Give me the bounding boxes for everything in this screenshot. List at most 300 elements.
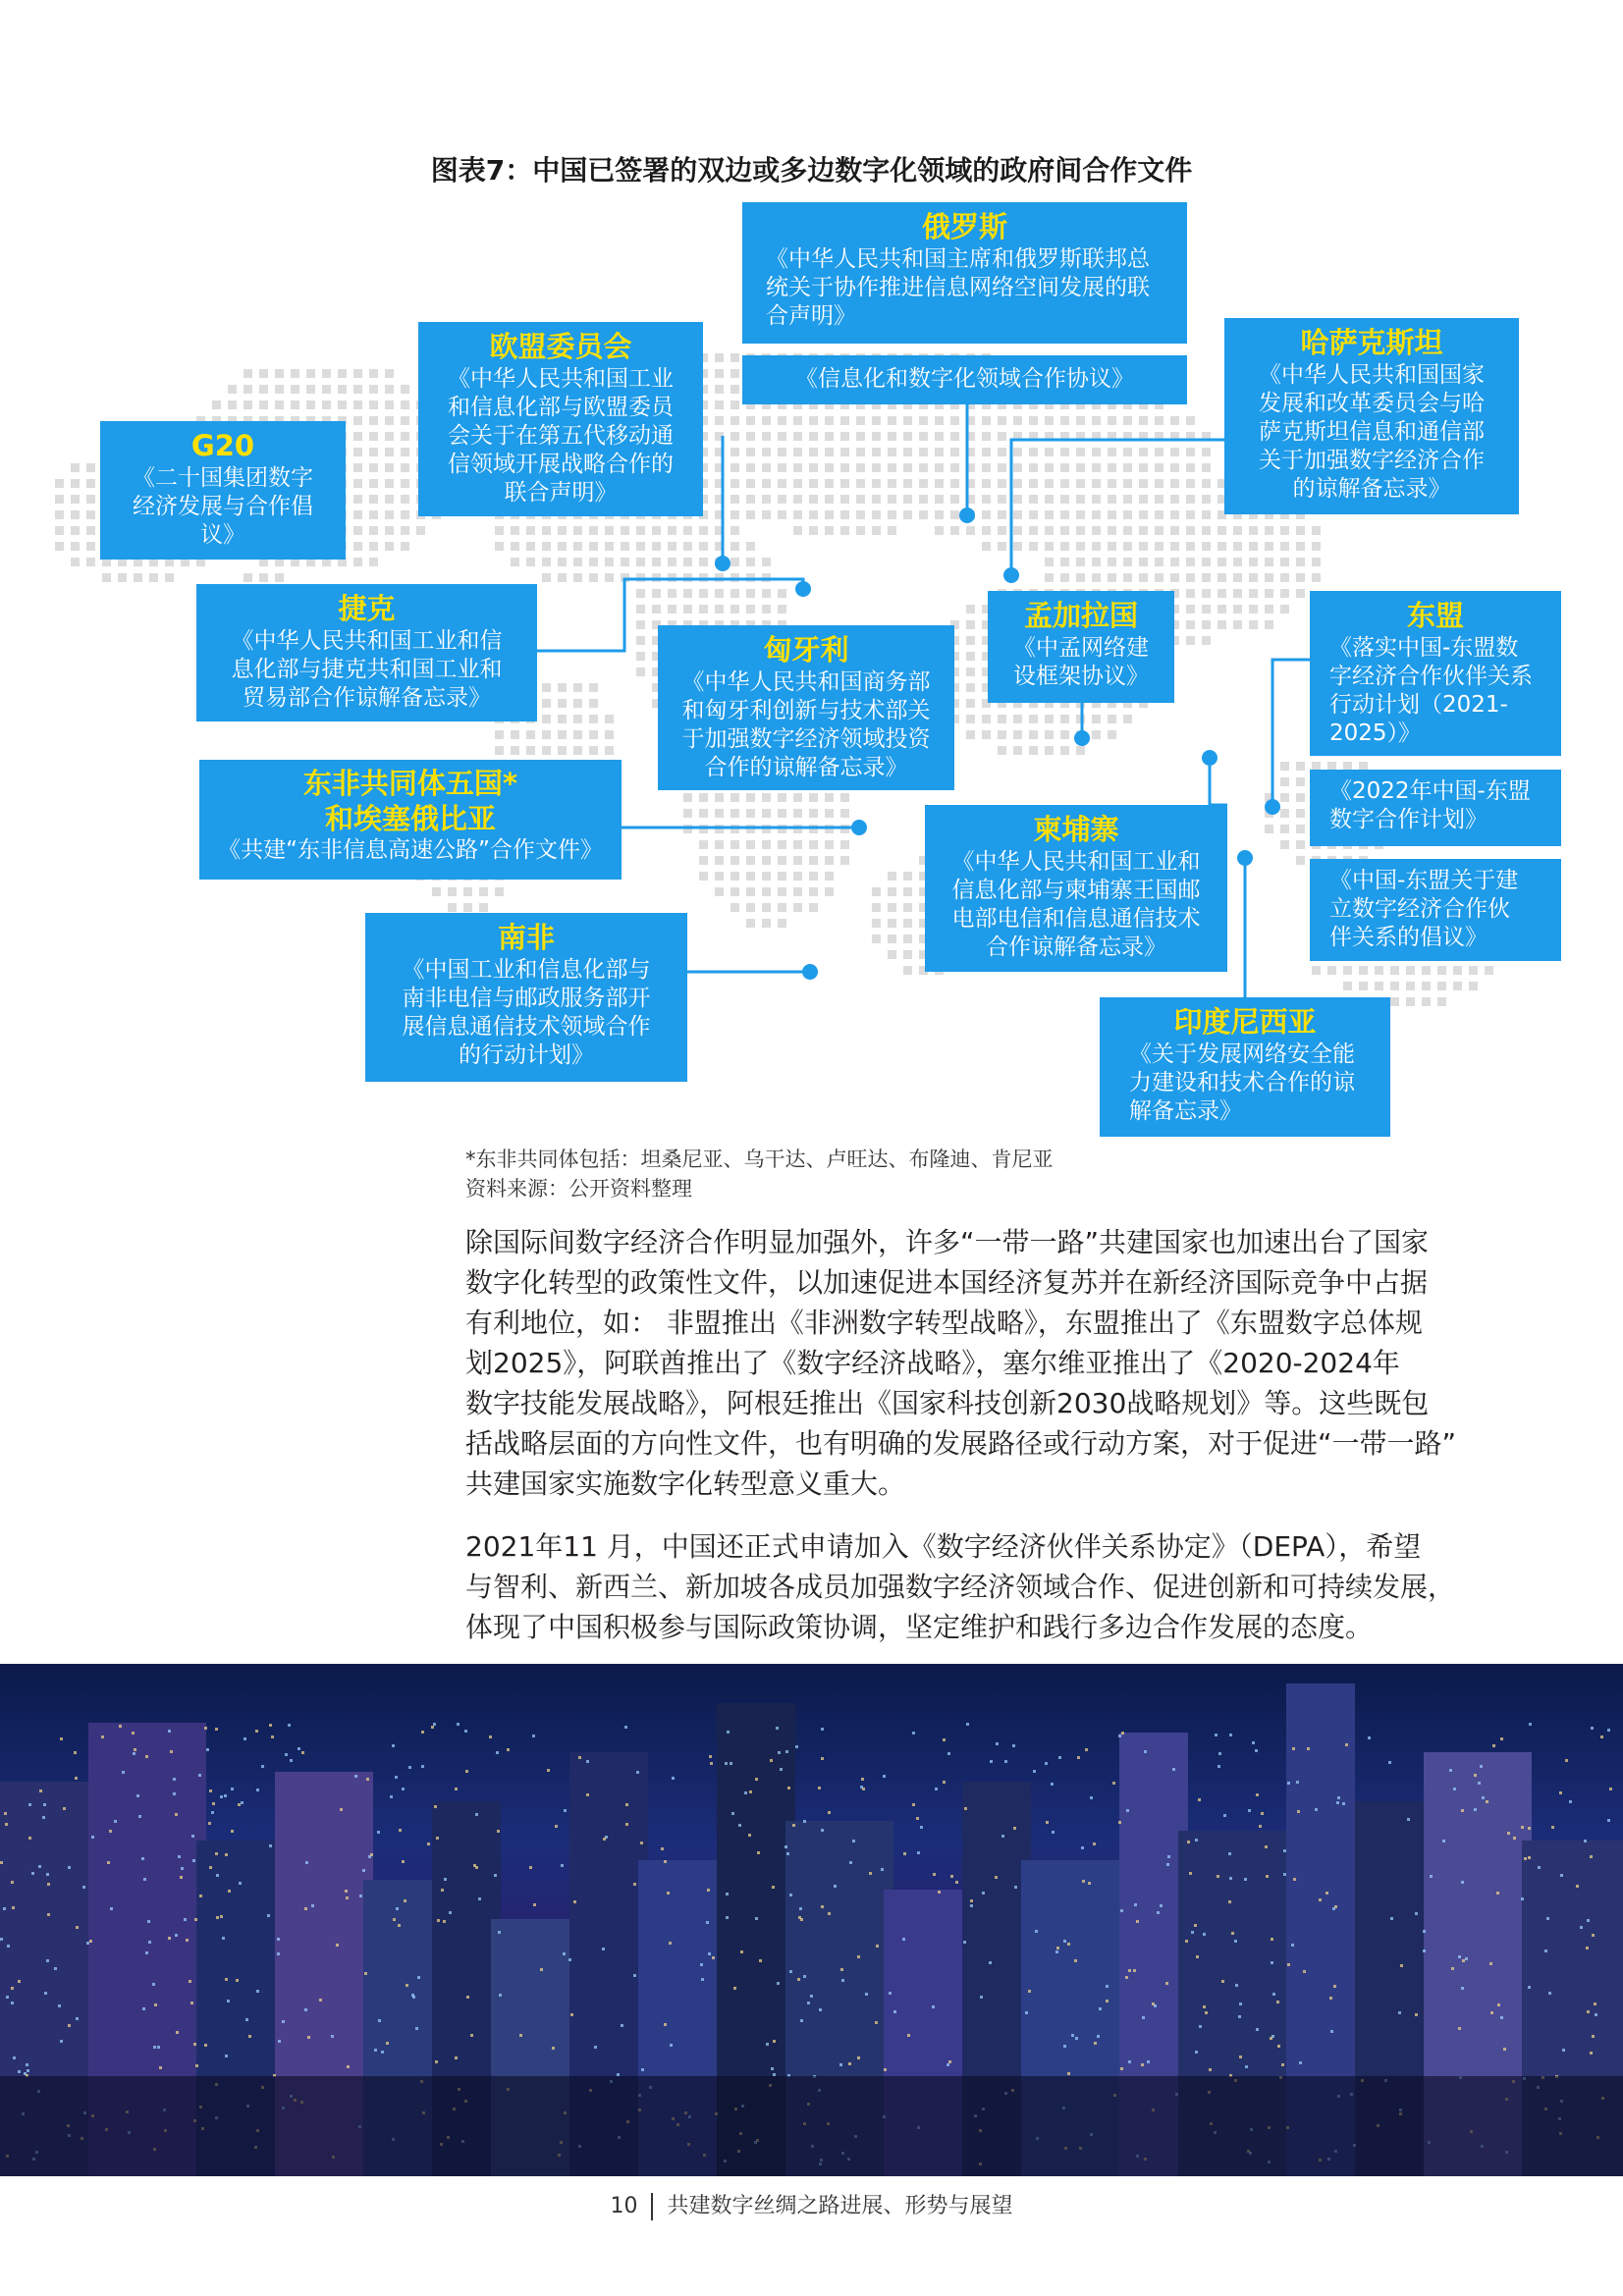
window-light: [307, 2036, 310, 2039]
window-light: [444, 1878, 447, 1881]
window-light: [744, 1791, 747, 1794]
window-light: [1217, 1875, 1219, 1878]
window-light: [943, 1781, 946, 1784]
window-light: [669, 1942, 672, 1945]
window-light: [786, 1852, 789, 1855]
window-light: [912, 1732, 915, 1735]
window-light: [1106, 1985, 1109, 1988]
window-light: [876, 1945, 879, 1948]
window-light: [204, 2044, 207, 2047]
box-russia-title: 俄罗斯: [921, 210, 1007, 243]
box-g20: [100, 421, 346, 560]
window-light: [364, 1972, 367, 1975]
window-light: [1035, 1930, 1038, 1933]
window-light: [1586, 1947, 1589, 1949]
box-bangladesh-title: 孟加拉国: [1023, 599, 1138, 632]
window-light: [641, 2068, 644, 2071]
box-cambodia: [925, 805, 1227, 972]
box-bangladesh: [988, 591, 1174, 703]
window-light: [624, 1726, 627, 1729]
window-light: [857, 1955, 860, 1958]
window-light: [406, 1984, 408, 1987]
window-light: [145, 1755, 148, 1758]
box-indonesia-desc: 《关于发展网络安全能 力建设和技术合作的谅 解备忘录》: [1129, 1041, 1355, 1124]
window-light: [466, 1996, 469, 1999]
window-light: [1293, 1878, 1296, 1881]
window-light: [122, 1771, 125, 1774]
window-light: [617, 2073, 620, 2076]
box-asean-2022: [1310, 770, 1561, 846]
window-light: [346, 1896, 349, 1899]
window-light: [1012, 1744, 1015, 1747]
window-light: [1134, 1903, 1137, 1906]
window-light: [800, 2019, 803, 2022]
window-light: [46, 1873, 49, 1876]
window-light: [810, 1995, 813, 1998]
window-light: [857, 2056, 860, 2059]
window-light: [475, 1813, 478, 1816]
window-light: [1587, 2010, 1590, 2013]
window-light: [755, 1778, 758, 1781]
window-light: [1507, 1832, 1510, 1835]
window-light: [1458, 1955, 1461, 1958]
window-light: [995, 1876, 998, 1879]
window-light: [625, 1803, 628, 1806]
window-light: [1033, 1770, 1036, 1773]
window-light: [175, 1813, 178, 1816]
window-light: [1462, 1959, 1465, 1962]
window-light: [136, 1794, 139, 1797]
window-light: [1052, 1831, 1055, 1834]
window-light: [1503, 2048, 1506, 2051]
window-light: [731, 1812, 734, 1815]
window-light: [1239, 2056, 1242, 2058]
window-light: [771, 2067, 774, 2070]
window-light: [1329, 1997, 1332, 2000]
window-light: [789, 1894, 792, 1896]
window-light: [573, 1900, 576, 1903]
window-light: [26, 2063, 28, 2066]
window-light: [331, 2035, 334, 2038]
footer-separator: [651, 2193, 653, 2220]
window-light: [807, 2002, 810, 2004]
window-light: [1296, 1781, 1299, 1784]
window-light: [1228, 1852, 1231, 1855]
window-light: [507, 1748, 510, 1751]
window-light: [170, 1750, 173, 1753]
window-light: [821, 1829, 824, 1832]
window-light: [1315, 1808, 1318, 1811]
window-light: [68, 2024, 71, 2027]
window-light: [948, 2060, 951, 2063]
window-light: [1189, 1872, 1192, 1875]
window-light: [1152, 2002, 1155, 2005]
window-light: [11, 1881, 14, 1884]
window-light: [1255, 1749, 1258, 1752]
city-night-photo: [0, 1664, 1623, 2176]
window-light: [256, 1789, 259, 1791]
window-light: [1244, 1878, 1247, 1881]
window-light: [1075, 2037, 1078, 2040]
window-light: [1562, 2049, 1565, 2052]
connector-dot: [1265, 799, 1280, 815]
window-light: [773, 2040, 776, 2043]
window-light: [498, 1931, 501, 1934]
window-light: [552, 2047, 555, 2050]
window-light: [759, 1959, 762, 1962]
box-g20-title: G20: [190, 429, 255, 462]
page-number: 10: [610, 2194, 638, 2218]
window-light: [700, 1963, 703, 1966]
window-light: [881, 1868, 884, 1871]
window-light: [395, 1776, 398, 1779]
box-cambodia-title: 柬埔寨: [1033, 813, 1119, 846]
window-light: [839, 2063, 842, 2066]
connector-dot: [1202, 750, 1217, 766]
window-light: [586, 1760, 589, 1763]
window-light: [818, 1787, 821, 1789]
window-light: [1584, 1840, 1587, 1842]
window-light: [707, 1889, 710, 1892]
window-light: [1442, 1840, 1445, 1842]
window-light: [290, 1759, 293, 1762]
window-light: [594, 2046, 597, 2049]
window-light: [194, 1918, 197, 1921]
window-light: [141, 1857, 144, 1860]
window-light: [1560, 1874, 1563, 1877]
window-light: [1077, 1756, 1080, 1759]
box-asean: [1310, 591, 1561, 756]
box-south-africa: [365, 913, 687, 1082]
window-light: [990, 1760, 993, 1763]
window-light: [800, 1918, 803, 1921]
window-light: [1217, 1765, 1220, 1768]
window-light: [215, 1852, 218, 1855]
window-light: [455, 2056, 458, 2059]
window-light: [1094, 2042, 1097, 2045]
window-light: [1128, 1969, 1131, 1972]
window-light: [803, 1820, 806, 1823]
window-light: [58, 2004, 61, 2007]
window-light: [1121, 1732, 1124, 1735]
window-light: [996, 1742, 999, 1745]
window-light: [1136, 1920, 1139, 1923]
window-light: [748, 1834, 751, 1837]
window-light: [189, 1980, 191, 1983]
window-light: [225, 1853, 228, 1856]
window-light: [154, 2003, 157, 2006]
window-light: [828, 1912, 831, 1915]
window-light: [840, 1968, 843, 1971]
window-light: [1548, 1992, 1551, 1995]
window-light: [733, 1987, 736, 1990]
window-light: [709, 1755, 712, 1758]
window-light: [1461, 1881, 1464, 1884]
window-light: [749, 1790, 752, 1793]
window-light: [970, 1904, 973, 1907]
box-kazakhstan-desc: 《中华人民共和国国家 发展和改革委员会与哈 萨克斯坦信息和通信部 关于加强数字经济合作 的谅解备忘录》: [1259, 362, 1485, 502]
window-light: [1407, 1818, 1410, 1821]
window-light: [47, 1883, 50, 1886]
window-light: [421, 1765, 424, 1768]
window-light: [1270, 2037, 1272, 2040]
window-light: [980, 1996, 983, 1999]
window-light: [1081, 1846, 1084, 1849]
window-light: [4, 1812, 7, 1815]
window-light: [766, 2043, 769, 2046]
window-light: [661, 1847, 664, 1850]
window-light: [1198, 1798, 1201, 1801]
window-light: [907, 2034, 910, 2037]
window-light: [1497, 2003, 1500, 2006]
window-light: [938, 1891, 941, 1894]
window-light: [191, 1835, 194, 1838]
window-light: [1500, 2016, 1503, 2019]
window-light: [43, 1803, 46, 1806]
window-light: [132, 1732, 135, 1735]
window-light: [787, 1787, 790, 1789]
window-light: [1513, 1837, 1516, 1840]
window-light: [5, 1823, 8, 1826]
source-note: 资料来源：公开资料整理: [465, 1177, 692, 1201]
window-light: [561, 1864, 564, 1867]
window-light: [1576, 1885, 1579, 1888]
window-light: [109, 1830, 112, 1833]
window-light: [195, 2064, 198, 2067]
window-light: [301, 1751, 304, 1754]
window-light: [726, 1893, 729, 1896]
window-light: [710, 1762, 713, 1765]
window-light: [1013, 1827, 1016, 1830]
window-light: [1157, 1911, 1160, 1914]
window-light: [1297, 1810, 1300, 1813]
window-light: [672, 1777, 675, 1780]
connector-dot: [715, 556, 730, 571]
window-light: [243, 1737, 246, 1740]
window-light: [347, 2065, 350, 2068]
window-light: [725, 1762, 728, 1765]
window-light: [192, 1859, 195, 1862]
window-light: [496, 1751, 499, 1754]
window-light: [190, 2002, 193, 2004]
window-light: [1607, 1819, 1610, 1822]
window-light: [1195, 2051, 1198, 2054]
box-russia-desc: 《中华人民共和国主席和俄罗斯联邦总 统关于协作推进信息网络空间发展的联 合声明》: [766, 246, 1150, 329]
window-light: [393, 1918, 396, 1921]
window-light: [359, 1895, 362, 1897]
window-light: [1600, 1735, 1603, 1738]
window-light: [1546, 1917, 1549, 1920]
window-light: [1474, 1774, 1477, 1777]
window-light: [1014, 1886, 1017, 1889]
window-light: [435, 2060, 438, 2063]
window-light: [1172, 1768, 1175, 1771]
window-light: [1205, 2011, 1208, 2014]
window-light: [667, 1892, 670, 1895]
window-light: [1592, 1934, 1595, 1937]
window-light: [1120, 1909, 1123, 1912]
window-light: [147, 1920, 150, 1923]
window-light: [1028, 1990, 1031, 1993]
window-light: [547, 1769, 550, 1772]
window-light: [145, 1951, 148, 1954]
window-light: [1319, 1898, 1322, 1901]
window-light: [803, 1975, 806, 1978]
window-light: [60, 2040, 63, 2043]
world-map-diagram: [0, 0, 1623, 1139]
window-light: [1067, 2072, 1070, 2075]
window-light: [227, 2000, 230, 2002]
window-light: [143, 1878, 146, 1881]
window-light: [1594, 2002, 1596, 2005]
window-light: [193, 2043, 196, 2046]
window-light: [1291, 1944, 1294, 1947]
window-light: [499, 1994, 502, 1997]
window-light: [39, 1789, 42, 1792]
window-light: [186, 1939, 189, 1942]
window-light: [917, 1851, 920, 1854]
window-light: [455, 1788, 458, 1790]
window-light: [390, 1795, 393, 1798]
window-light: [1521, 1826, 1524, 1829]
window-light: [902, 1938, 905, 1941]
window-light: [1058, 1756, 1061, 1759]
window-light: [533, 1903, 536, 1906]
window-light: [621, 2024, 623, 2027]
body-paragraph-1: 除国际间数字经济合作明显加强外，许多“一带一路”共建国家也加速出台了国家 数字化转型的政策性文件，以加速促进本国经济复苏并在新经济国际竞争中占据 有利地位，如： 非盟推出《非洲数字转型战略》，东盟推出了《东盟数字总体规 划2025》，阿联酋推出了《数字经济战略》，塞尔维亚推出了《2020-2024年 数字技能发展战略》，阿根廷推出《国家科技创新2030战略规划》等。这些既包 括战略层面的方向性文件，也有明确的发展路径或行动方案，对于促进“一带一路” 共建国家实施数字化转型意义重大。: [465, 1226, 1457, 1500]
window-light: [903, 1852, 906, 1855]
box-hungary-title: 匈牙利: [763, 633, 849, 667]
window-light: [175, 1934, 178, 1937]
window-light: [1239, 2002, 1242, 2005]
window-light: [1415, 2013, 1418, 2016]
window-light: [1191, 1931, 1194, 1934]
window-light: [1529, 1723, 1532, 1726]
window-light: [148, 1941, 151, 1944]
box-asean-initiative: [1310, 859, 1561, 961]
window-light: [1591, 1727, 1594, 1730]
window-light: [1266, 1875, 1269, 1878]
window-light: [772, 1886, 775, 1889]
window-light: [236, 1979, 239, 1982]
window-light: [1330, 2030, 1333, 2033]
window-light: [1261, 1812, 1264, 1815]
box-eu-desc: 《中华人民共和国工业 和信息化部与欧盟委员 会关于在第五代移动通 信领域开展战略合作的 联合声明》: [448, 366, 674, 506]
window-light: [68, 1866, 71, 1869]
window-light: [1587, 1919, 1590, 1922]
window-light: [208, 1822, 211, 1825]
window-light: [157, 2046, 160, 2049]
window-light: [366, 1778, 369, 1781]
window-light: [1128, 2060, 1131, 2063]
window-light: [989, 1961, 992, 1964]
window-light: [298, 1747, 300, 1750]
window-light: [893, 2010, 896, 2013]
window-light: [1277, 2045, 1280, 2048]
window-light: [727, 1731, 730, 1734]
window-light: [386, 2042, 389, 2045]
window-light: [633, 1974, 636, 1977]
window-light: [792, 1824, 795, 1827]
window-light: [1090, 1796, 1093, 1799]
window-light: [1333, 1985, 1336, 1988]
window-light: [176, 2031, 179, 2034]
window-light: [1283, 1849, 1286, 1852]
window-light: [402, 1788, 405, 1790]
window-light: [982, 1892, 985, 1895]
window-light: [1187, 1841, 1190, 1843]
window-light: [399, 1829, 402, 1832]
window-light: [1185, 1940, 1188, 1943]
window-light: [730, 1762, 732, 1765]
window-light: [437, 1919, 440, 1922]
window-light: [44, 1992, 47, 1995]
connector-dot: [1237, 850, 1253, 866]
window-light: [964, 1807, 967, 1810]
window-light: [1046, 1821, 1049, 1824]
window-light: [173, 1792, 176, 1795]
window-light: [345, 1890, 348, 1893]
window-light: [1271, 1961, 1273, 1964]
window-light: [153, 2046, 156, 2049]
window-light: [1415, 1912, 1418, 1915]
window-light: [780, 1768, 783, 1771]
window-light: [42, 1816, 45, 1819]
window-light: [256, 1990, 259, 1993]
window-light: [231, 1830, 234, 1833]
window-light: [436, 1837, 439, 1840]
window-light: [789, 1970, 792, 1973]
window-light: [757, 1851, 760, 1854]
window-light: [228, 1890, 231, 1893]
window-light: [670, 2044, 673, 2047]
window-light: [271, 1735, 274, 1738]
window-light: [304, 2008, 307, 2011]
window-light: [86, 1942, 89, 1945]
window-light: [239, 1882, 242, 1885]
window-light: [563, 1952, 566, 1955]
window-light: [220, 1915, 223, 1918]
window-light: [18, 2070, 21, 2073]
box-eu: [418, 322, 703, 516]
window-light: [799, 1907, 802, 1910]
window-light: [1120, 2067, 1123, 2070]
window-light: [1144, 1750, 1147, 1753]
window-light: [821, 1757, 824, 1760]
window-light: [1265, 1845, 1268, 1848]
window-light: [1194, 1924, 1197, 1927]
connector-dot: [1074, 730, 1090, 746]
window-light: [1238, 2015, 1241, 2018]
window-light: [402, 1860, 405, 1863]
window-light: [1228, 1900, 1231, 1903]
window-light: [1342, 1802, 1345, 1805]
window-light: [570, 2013, 573, 2016]
window-light: [568, 1958, 571, 1961]
body-paragraph-2: 2021年11 月，中国还正式申请加入《数字经济伙伴关系协定》（DEPA），希望 与智利、新西兰、新加坡各成员加强数字经济领域合作、促进创新和可持续发展， 体现了中国积极参与国际政策协调，坚定维护和践行多边合作发展的态度。: [465, 1530, 1456, 1643]
window-light: [76, 2017, 79, 2020]
window-light: [1480, 1765, 1483, 1768]
window-light: [970, 1899, 973, 1902]
connector-lines: [0, 0, 1623, 1139]
window-light: [738, 1824, 741, 1827]
window-light: [1492, 1744, 1495, 1747]
window-light: [181, 1867, 184, 1870]
connector-line: [1011, 440, 1224, 575]
window-light: [7, 1945, 10, 1948]
window-light: [1423, 1930, 1426, 1933]
window-light: [494, 1874, 497, 1877]
